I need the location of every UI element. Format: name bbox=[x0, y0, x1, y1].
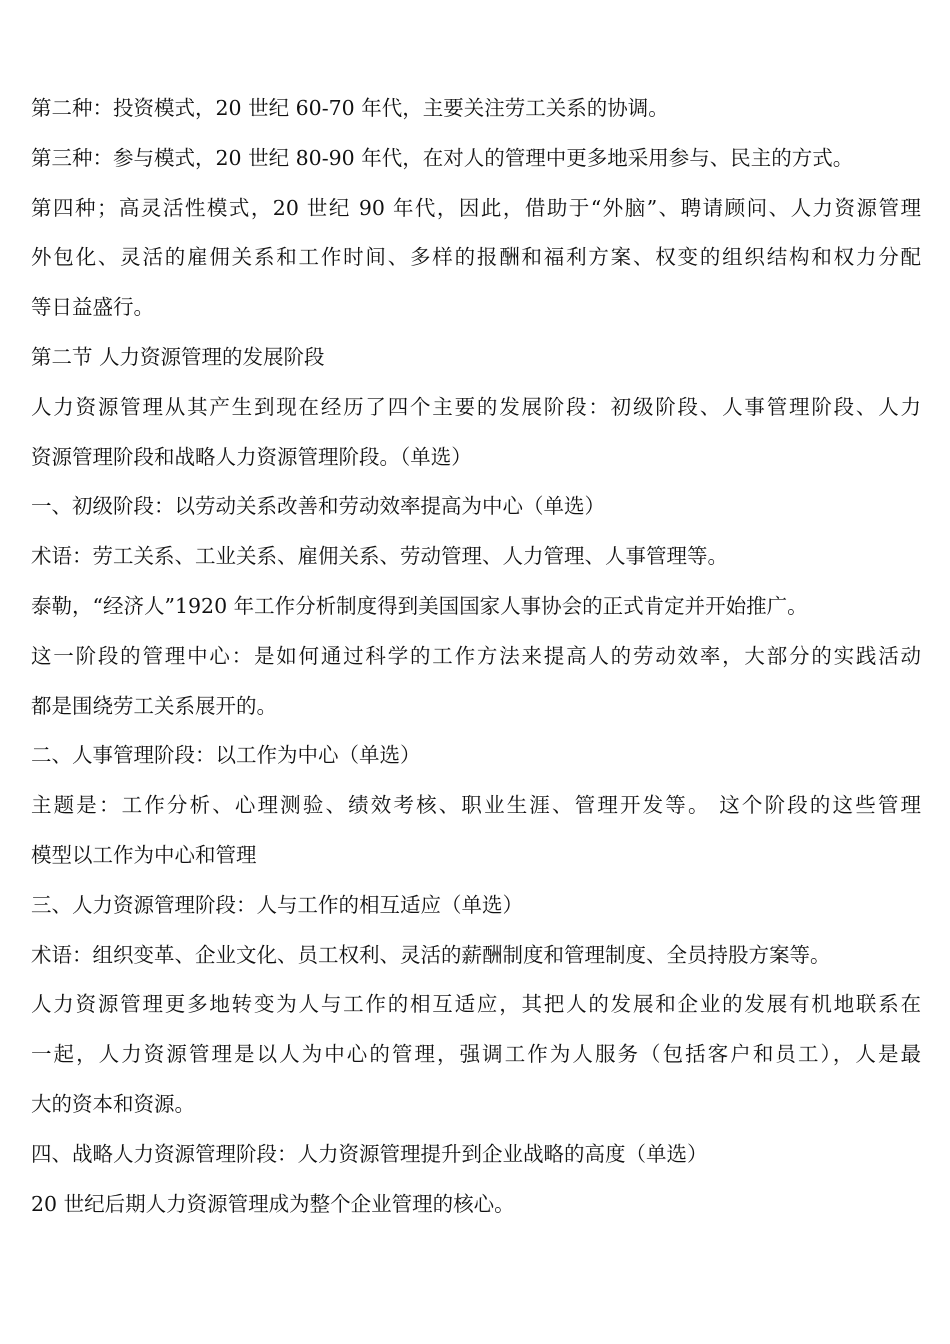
text-line: 泰勒，“经济人”1920 年工作分析制度得到美国国家人事协会的正式肯定并开始推广。 bbox=[31, 593, 808, 618]
subsection-heading: 一、初级阶段：以劳动关系改善和劳动效率提高为中心（单选） bbox=[31, 494, 605, 519]
text-line: 资源管理阶段和战略人力资源管理阶段。（单选） bbox=[31, 444, 472, 469]
text-line: 都是围绕劳工关系展开的。 bbox=[31, 693, 277, 718]
subsection-heading: 四、战略人力资源管理阶段：人力资源管理提升到企业战略的高度（单选） bbox=[31, 1141, 708, 1166]
text-line: 外包化、灵活的雇佣关系和工作时间、多样的报酬和福利方案、权变的组织结构和权力分配 bbox=[31, 245, 921, 270]
text-line: 大的资本和资源。 bbox=[31, 1091, 195, 1116]
text-line: 一起，人力资源管理是以人为中心的管理，强调工作为人服务（包括客户和员工），人是最 bbox=[31, 1042, 921, 1067]
text-line: 人力资源管理更多地转变为人与工作的相互适应，其把人的发展和企业的发展有机地联系在 bbox=[31, 992, 921, 1017]
subsection-heading: 二、人事管理阶段：以工作为中心（单选） bbox=[31, 743, 421, 768]
text-line: 这一阶段的管理中心：是如何通过科学的工作方法来提高人的劳动效率，大部分的实践活动 bbox=[31, 643, 921, 668]
subsection-heading: 三、人力资源管理阶段：人与工作的相互适应（单选） bbox=[31, 892, 523, 917]
text-line: 模型以工作为中心和管理 bbox=[31, 842, 257, 867]
section-heading: 第二节 人力资源管理的发展阶段 bbox=[31, 344, 325, 369]
text-line: 20 世纪后期人力资源管理成为整个企业管理的核心。 bbox=[31, 1191, 515, 1216]
text-line: 人力资源管理从其产生到现在经历了四个主要的发展阶段：初级阶段、人事管理阶段、人力 bbox=[31, 394, 921, 419]
document-page bbox=[31, 84, 921, 1229]
text-line: 术语：组织变革、企业文化、员工权利、灵活的薪酬制度和管理制度、全员持股方案等。 bbox=[31, 942, 831, 967]
text-line: 主题是：工作分析、心理测验、绩效考核、职业生涯、管理开发等。 这个阶段的这些管理 bbox=[31, 793, 921, 818]
text-line: 第三种：参与模式，20 世纪 80-90 年代，在对人的管理中更多地采用参与、民主的方式。 bbox=[31, 145, 854, 170]
text-line: 等日益盛行。 bbox=[31, 295, 154, 320]
text-line: 第四种；高灵活性模式，20 世纪 90 年代，因此，借助于“外脑”、聘请顾问、人力资源管理 bbox=[31, 195, 921, 220]
text-line: 第二种：投资模式，20 世纪 60-70 年代，主要关注劳工关系的协调。 bbox=[31, 96, 669, 120]
text-line: 术语：劳工关系、工业关系、雇佣关系、劳动管理、人力管理、人事管理等。 bbox=[31, 544, 728, 569]
